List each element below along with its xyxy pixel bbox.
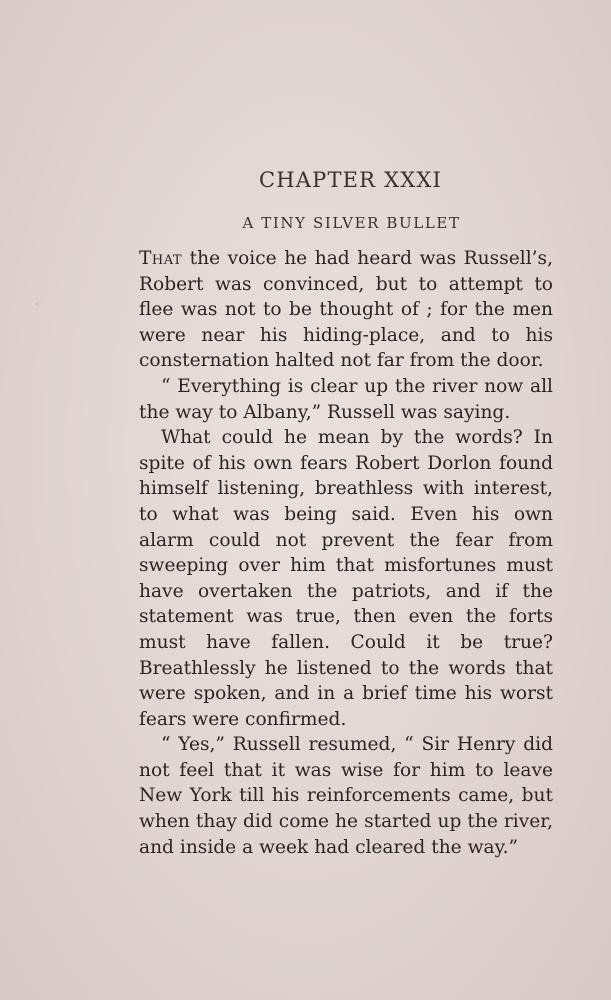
paragraph-lead-word: That — [139, 248, 183, 269]
chapter-title: A TINY SILVER BULLET — [242, 214, 461, 232]
paragraph-1 — [139, 246, 553, 374]
paragraph-text: “ Yes,” Russell resumed, “ Sir Henry did not feel that it was wise for him to leave New York till his reinforcements came, but when thay did come he started up the river, and inside a week had cleared the way.” — [139, 734, 553, 858]
paragraph-text: the voice he had heard was Russell’s, Robert was convinced, but to attempt to flee was not to be thought of ; for the men were near his hiding-place, and to his consternation halted not far from the door. — [139, 248, 553, 372]
paragraph-text: “ Everything is clear up the river now all the way to Albany,” Russell was saying. — [139, 375, 553, 423]
paragraph-text: What could he mean by the words? In spite of his own fears Robert Dorlon found himself listening, breathless with interest, to what was being said. Even his own alarm could not prevent the fear from sweeping over him that misfortunes must have overtaken the patriots, and if the statement was true, then even the forts must have fallen. Could it be true? Breathlessly he listened to the words that were spoken, and in a brief time his worst fears were confirmed. — [139, 427, 553, 730]
chapter-body — [139, 246, 553, 860]
paragraph-2 — [139, 374, 553, 425]
paragraph-3 — [139, 425, 553, 732]
paragraph-4 — [139, 732, 553, 860]
margin-speck: ' — [36, 302, 39, 311]
chapter-heading: CHAPTER XXXI — [258, 168, 443, 192]
